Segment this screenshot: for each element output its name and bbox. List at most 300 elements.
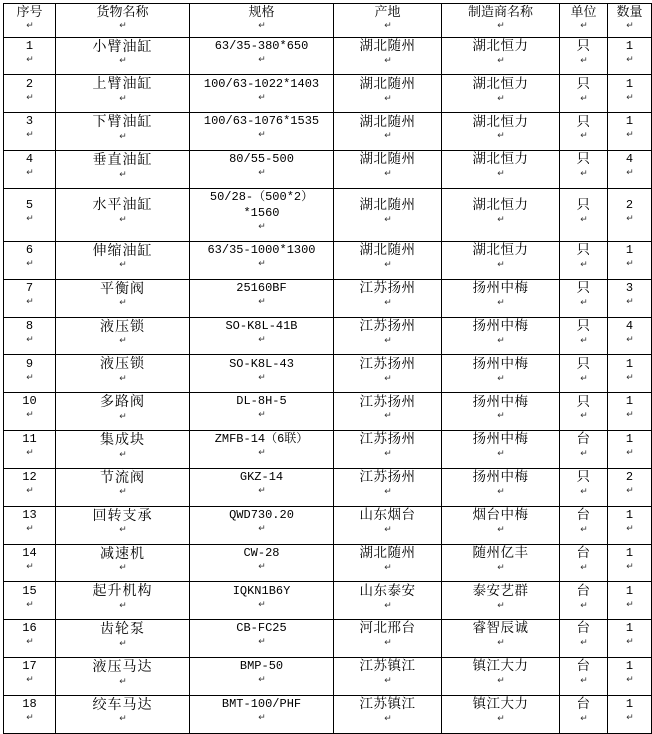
paragraph-mark: ↵: [258, 258, 266, 269]
paragraph-mark: ↵: [258, 295, 266, 306]
cell-name-text: 下臂油缸: [92, 113, 153, 130]
cell-name: [56, 658, 190, 696]
paragraph-mark: ↵: [384, 599, 392, 610]
paragraph-mark: ↵: [119, 675, 127, 686]
cell-qty-text: 3: [625, 280, 634, 295]
paragraph-mark: ↵: [497, 713, 505, 724]
cell-unit-text: 只: [576, 151, 591, 167]
cell-maker: [442, 37, 560, 75]
paragraph-mark: ↵: [26, 712, 34, 723]
cell-index: [4, 151, 56, 189]
cell-maker-text: 湖北恒力: [472, 113, 529, 129]
cell-qty: [608, 544, 652, 582]
cell-name-text: 节流阀: [100, 468, 145, 485]
table-row: [4, 431, 652, 469]
cell-spec-text: BMP-50: [239, 659, 284, 674]
cell-qty-text: 1: [625, 243, 634, 258]
cell-spec-text: 80/55-500: [229, 152, 294, 167]
paragraph-mark: ↵: [26, 167, 34, 178]
cell-unit: [560, 582, 608, 620]
cell-origin-text: 江苏扬州: [359, 431, 416, 447]
paragraph-mark: ↵: [580, 561, 588, 572]
cell-index-text: 13: [22, 507, 37, 522]
cell-unit: [560, 468, 608, 506]
cell-index: [4, 241, 56, 279]
cell-spec-text: IQKN1B6Y: [232, 583, 291, 598]
cell-qty-text: 1: [625, 583, 634, 598]
paragraph-mark: ↵: [580, 448, 588, 459]
cell-origin: [334, 355, 442, 393]
cell-name: [56, 317, 190, 355]
cell-unit: [560, 695, 608, 733]
table-row: [4, 75, 652, 113]
cell-spec: [190, 393, 334, 431]
cell-unit: [560, 544, 608, 582]
cell-index: [4, 37, 56, 75]
cell-qty: [608, 620, 652, 658]
cell-spec-text: 50/28-（500*2） *1560: [209, 190, 314, 221]
cell-index-text: 12: [22, 470, 37, 485]
paragraph-mark: ↵: [258, 712, 266, 723]
header-cell-qty: [608, 4, 652, 38]
paragraph-mark: ↵: [119, 448, 127, 459]
table-body: [4, 37, 652, 733]
paragraph-mark: ↵: [384, 523, 392, 534]
paragraph-mark: ↵: [258, 167, 266, 178]
cell-qty-text: 2: [625, 197, 634, 212]
paragraph-mark: ↵: [626, 20, 634, 31]
header-text-maker: 制造商名称: [467, 4, 533, 19]
cell-spec: [190, 279, 334, 317]
paragraph-mark: ↵: [26, 409, 34, 420]
paragraph-mark: ↵: [497, 637, 505, 648]
cell-unit-text: 台: [576, 582, 591, 598]
header-text-qty: 数量: [616, 4, 643, 19]
cell-spec: [190, 620, 334, 658]
cell-index-text: 17: [22, 659, 37, 674]
paragraph-mark: ↵: [626, 522, 634, 533]
cell-index: [4, 431, 56, 469]
paragraph-mark: ↵: [119, 599, 127, 610]
cell-maker: [442, 468, 560, 506]
cell-index: [4, 544, 56, 582]
cell-origin: [334, 37, 442, 75]
cell-maker: [442, 113, 560, 151]
paragraph-mark: ↵: [26, 598, 34, 609]
header-text-name: 货物名称: [96, 4, 149, 19]
paragraph-mark: ↵: [258, 221, 266, 232]
paragraph-mark: ↵: [580, 259, 588, 270]
cell-qty-text: 1: [625, 76, 634, 91]
cell-index: [4, 393, 56, 431]
paragraph-mark: ↵: [384, 486, 392, 497]
cell-unit: [560, 188, 608, 241]
cell-name: [56, 506, 190, 544]
cell-maker: [442, 582, 560, 620]
cell-index-text: 15: [22, 583, 37, 598]
cell-name-text: 液压马达: [92, 658, 153, 674]
paragraph-mark: ↵: [497, 561, 505, 572]
cell-maker-text: 镇江大力: [472, 696, 529, 712]
table-row: [4, 544, 652, 582]
cell-qty-text: 1: [625, 394, 634, 409]
header-text-unit: 单位: [570, 4, 597, 19]
paragraph-mark: ↵: [384, 213, 392, 224]
cell-origin: [334, 241, 442, 279]
cell-unit: [560, 37, 608, 75]
cell-index: [4, 317, 56, 355]
cell-index-text: 3: [25, 114, 34, 129]
paragraph-mark: ↵: [119, 486, 127, 497]
cell-unit: [560, 279, 608, 317]
cell-name: [56, 151, 190, 189]
paragraph-mark: ↵: [580, 637, 588, 648]
cell-name: [56, 355, 190, 393]
cell-name: [56, 279, 190, 317]
header-row: [4, 4, 652, 38]
paragraph-mark: ↵: [26, 53, 34, 64]
table-row: [4, 695, 652, 733]
cell-origin: [334, 620, 442, 658]
table-row: [4, 506, 652, 544]
cell-maker-text: 湖北恒力: [472, 196, 529, 212]
cell-origin: [334, 582, 442, 620]
header-cell-origin: [334, 4, 442, 38]
cell-qty: [608, 506, 652, 544]
paragraph-mark: ↵: [497, 54, 505, 65]
cell-origin-text: 江苏扬州: [359, 469, 416, 485]
paragraph-mark: ↵: [119, 168, 127, 179]
paragraph-mark: ↵: [580, 675, 588, 686]
cell-spec: [190, 37, 334, 75]
paragraph-mark: ↵: [119, 335, 127, 346]
cell-unit-text: 只: [576, 242, 591, 258]
cell-index-text: 16: [22, 621, 37, 636]
paragraph-mark: ↵: [626, 409, 634, 420]
cell-name-text: 伸缩油缸: [92, 241, 153, 258]
table-row: [4, 317, 652, 355]
cell-name: [56, 468, 190, 506]
cell-qty: [608, 113, 652, 151]
cell-qty: [608, 431, 652, 469]
paragraph-mark: ↵: [497, 410, 505, 421]
cell-spec: [190, 468, 334, 506]
paragraph-mark: ↵: [497, 168, 505, 179]
table-row: [4, 37, 652, 75]
document-page: [0, 3, 652, 724]
cell-maker-text: 扬州中梅: [472, 431, 529, 447]
cell-index-text: 4: [25, 152, 34, 167]
cell-name: [56, 582, 190, 620]
paragraph-mark: ↵: [626, 212, 634, 223]
cell-qty-text: 1: [625, 38, 634, 53]
cell-origin-text: 湖北随州: [359, 75, 416, 91]
cell-name: [56, 241, 190, 279]
paragraph-mark: ↵: [384, 561, 392, 572]
cell-name-text: 平衡阀: [100, 279, 145, 296]
cell-qty: [608, 188, 652, 241]
cell-maker-text: 扬州中梅: [472, 393, 529, 409]
cell-name-text: 回转支承: [92, 506, 153, 523]
paragraph-mark: ↵: [26, 371, 34, 382]
paragraph-mark: ↵: [626, 447, 634, 458]
cell-spec: [190, 695, 334, 733]
cell-qty: [608, 468, 652, 506]
cell-origin-text: 湖北随州: [359, 151, 416, 167]
cell-qty-text: 1: [625, 432, 634, 447]
table-row: [4, 468, 652, 506]
paragraph-mark: ↵: [580, 599, 588, 610]
paragraph-mark: ↵: [384, 675, 392, 686]
cell-origin-text: 山东烟台: [359, 507, 416, 522]
cell-name: [56, 75, 190, 113]
paragraph-mark: ↵: [580, 523, 588, 534]
cell-origin: [334, 431, 442, 469]
cell-maker-text: 扬州中梅: [472, 355, 529, 371]
paragraph-mark: ↵: [497, 296, 505, 307]
cell-spec-text: GKZ-14: [239, 470, 284, 485]
cell-index-text: 11: [22, 432, 37, 447]
cell-spec-text: SO-K8L-41B: [225, 318, 298, 333]
cell-origin-text: 江苏扬州: [359, 280, 416, 296]
cell-qty: [608, 279, 652, 317]
paragraph-mark: ↵: [258, 560, 266, 571]
cell-name: [56, 431, 190, 469]
cell-index: [4, 113, 56, 151]
cell-unit: [560, 151, 608, 189]
paragraph-mark: ↵: [258, 20, 266, 31]
cell-spec-text: 63/35-1000*1300: [207, 243, 316, 258]
cell-spec-text: BMT-100/PHF: [221, 697, 302, 712]
cell-origin-text: 湖北随州: [359, 544, 416, 560]
table-row: [4, 113, 652, 151]
paragraph-mark: ↵: [497, 130, 505, 141]
paragraph-mark: ↵: [258, 371, 266, 382]
table-row: [4, 620, 652, 658]
paragraph-mark: ↵: [580, 168, 588, 179]
paragraph-mark: ↵: [626, 560, 634, 571]
header-cell-maker: [442, 4, 560, 38]
table-row: [4, 241, 652, 279]
table-row: [4, 188, 652, 241]
cell-spec: [190, 582, 334, 620]
cell-name: [56, 544, 190, 582]
cell-qty-text: 4: [625, 318, 634, 333]
cell-index-text: 7: [25, 280, 34, 295]
cell-origin-text: 江苏扬州: [359, 393, 416, 409]
cell-qty-text: 1: [625, 659, 634, 674]
cell-qty-text: 4: [625, 152, 634, 167]
cell-index-text: 6: [25, 243, 34, 258]
paragraph-mark: ↵: [119, 259, 127, 270]
cell-index-text: 1: [25, 38, 34, 53]
paragraph-mark: ↵: [497, 448, 505, 459]
paragraph-mark: ↵: [384, 20, 392, 31]
table-row: [4, 279, 652, 317]
paragraph-mark: ↵: [258, 598, 266, 609]
paragraph-mark: ↵: [258, 409, 266, 420]
paragraph-mark: ↵: [626, 674, 634, 685]
paragraph-mark: ↵: [258, 485, 266, 496]
cell-origin-text: 湖北随州: [359, 37, 416, 53]
header-text-origin: 产地: [374, 4, 401, 19]
cell-unit: [560, 317, 608, 355]
cell-name-text: 垂直油缸: [92, 151, 153, 168]
cell-maker-text: 随州亿丰: [472, 544, 529, 560]
paragraph-mark: ↵: [497, 334, 505, 345]
paragraph-mark: ↵: [384, 334, 392, 345]
cell-maker-text: 湖北恒力: [472, 242, 529, 258]
paragraph-mark: ↵: [497, 20, 505, 31]
paragraph-mark: ↵: [626, 485, 634, 496]
cell-unit: [560, 75, 608, 113]
cell-index-text: 2: [25, 76, 34, 91]
cell-unit-text: 台: [576, 507, 591, 522]
cell-maker-text: 烟台中梅: [472, 507, 529, 522]
cell-name: [56, 695, 190, 733]
cell-spec-text: CW-28: [243, 545, 280, 560]
paragraph-mark: ↵: [626, 712, 634, 723]
cell-qty-text: 2: [625, 470, 634, 485]
cell-origin: [334, 279, 442, 317]
cell-name-text: 集成块: [100, 431, 145, 448]
paragraph-mark: ↵: [119, 410, 127, 421]
cell-unit: [560, 241, 608, 279]
paragraph-mark: ↵: [580, 296, 588, 307]
cell-maker-text: 湖北恒力: [472, 75, 529, 91]
paragraph-mark: ↵: [497, 92, 505, 103]
cell-qty-text: 1: [625, 621, 634, 636]
cell-maker: [442, 151, 560, 189]
cell-spec-text: 25160BF: [236, 280, 287, 295]
paragraph-mark: ↵: [258, 53, 266, 64]
table-row: [4, 582, 652, 620]
paragraph-mark: ↵: [626, 371, 634, 382]
cell-origin: [334, 113, 442, 151]
paragraph-mark: ↵: [580, 213, 588, 224]
cell-maker: [442, 317, 560, 355]
cell-index-text: 10: [22, 394, 37, 409]
paragraph-mark: ↵: [384, 54, 392, 65]
paragraph-mark: ↵: [580, 486, 588, 497]
cell-qty: [608, 37, 652, 75]
cell-unit: [560, 658, 608, 696]
paragraph-mark: ↵: [580, 713, 588, 724]
paragraph-mark: ↵: [119, 524, 127, 535]
paragraph-mark: ↵: [384, 92, 392, 103]
cell-spec: [190, 658, 334, 696]
cell-unit-text: 只: [576, 75, 591, 91]
cell-index: [4, 695, 56, 733]
paragraph-mark: ↵: [626, 53, 634, 64]
cell-unit: [560, 355, 608, 393]
cell-maker: [442, 506, 560, 544]
cell-unit: [560, 620, 608, 658]
paragraph-mark: ↵: [384, 259, 392, 270]
cell-qty: [608, 151, 652, 189]
cell-qty: [608, 582, 652, 620]
cell-origin-text: 湖北随州: [359, 196, 416, 212]
paragraph-mark: ↵: [258, 636, 266, 647]
cell-unit-text: 只: [576, 393, 591, 409]
cell-maker-text: 湖北恒力: [472, 37, 529, 53]
paragraph-mark: ↵: [626, 129, 634, 140]
paragraph-mark: ↵: [119, 55, 127, 66]
cell-index: [4, 468, 56, 506]
header-cell-spec: [190, 4, 334, 38]
cell-unit: [560, 431, 608, 469]
cell-maker-text: 睿智辰诚: [472, 620, 529, 636]
paragraph-mark: ↵: [497, 523, 505, 534]
paragraph-mark: ↵: [384, 130, 392, 141]
cell-origin-text: 河北邢台: [359, 620, 416, 636]
paragraph-mark: ↵: [580, 54, 588, 65]
cell-origin: [334, 188, 442, 241]
cell-qty: [608, 317, 652, 355]
paragraph-mark: ↵: [119, 130, 127, 141]
cell-spec-text: CB-FC25: [236, 621, 287, 636]
cell-qty-text: 1: [625, 356, 634, 371]
cell-unit: [560, 113, 608, 151]
header-cell-index: [4, 4, 56, 38]
cell-index-text: 14: [22, 545, 37, 560]
cell-maker-text: 泰安艺群: [472, 582, 529, 598]
cell-name-text: 起升机构: [92, 582, 153, 599]
paragraph-mark: ↵: [384, 448, 392, 459]
cell-maker-text: 镇江大力: [472, 658, 529, 674]
paragraph-mark: ↵: [26, 212, 34, 223]
cell-origin-text: 江苏扬州: [359, 355, 416, 371]
parts-table: [3, 3, 652, 734]
cell-spec: [190, 506, 334, 544]
cell-qty: [608, 695, 652, 733]
cell-maker: [442, 620, 560, 658]
cell-unit-text: 只: [576, 196, 591, 212]
cell-unit-text: 台: [576, 431, 591, 447]
paragraph-mark: ↵: [626, 258, 634, 269]
cell-name: [56, 37, 190, 75]
cell-name: [56, 620, 190, 658]
cell-spec-text: 100/63-1076*1535: [203, 114, 320, 129]
paragraph-mark: ↵: [384, 296, 392, 307]
paragraph-mark: ↵: [580, 372, 588, 383]
cell-name: [56, 113, 190, 151]
table-row: [4, 151, 652, 189]
cell-qty: [608, 75, 652, 113]
paragraph-mark: ↵: [119, 92, 127, 103]
paragraph-mark: ↵: [497, 259, 505, 270]
cell-maker-text: 扬州中梅: [472, 469, 529, 485]
paragraph-mark: ↵: [119, 213, 127, 224]
cell-qty: [608, 393, 652, 431]
cell-qty-text: 1: [625, 697, 634, 712]
cell-index: [4, 75, 56, 113]
cell-qty-text: 1: [625, 545, 634, 560]
paragraph-mark: ↵: [26, 522, 34, 533]
cell-spec: [190, 188, 334, 241]
paragraph-mark: ↵: [119, 637, 127, 648]
cell-unit: [560, 393, 608, 431]
paragraph-mark: ↵: [26, 560, 34, 571]
paragraph-mark: ↵: [384, 713, 392, 724]
cell-origin-text: 湖北随州: [359, 242, 416, 258]
paragraph-mark: ↵: [26, 129, 34, 140]
cell-name-text: 齿轮泵: [100, 620, 145, 637]
paragraph-mark: ↵: [258, 447, 266, 458]
cell-name-text: 上臂油缸: [92, 75, 153, 92]
paragraph-mark: ↵: [384, 410, 392, 421]
table-row: [4, 355, 652, 393]
